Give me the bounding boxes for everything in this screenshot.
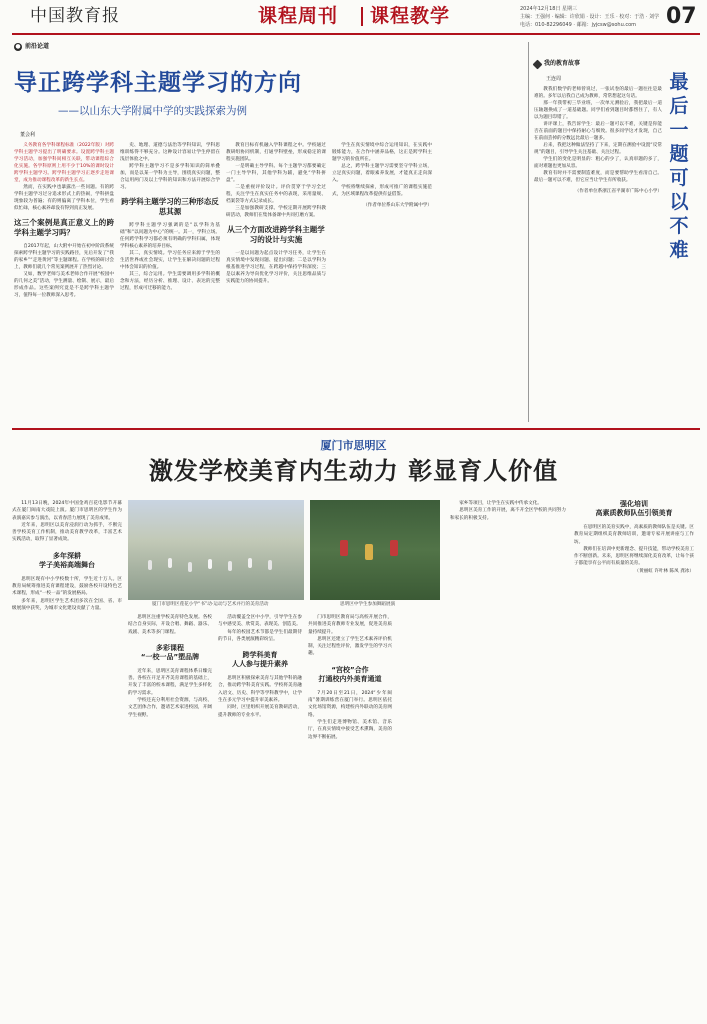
right-heading-label: 我的教育故事 bbox=[544, 60, 581, 67]
section-sub-label: 课程教学 bbox=[370, 5, 451, 27]
section-heading: 从三个方面改进跨学科主题学习的设计与实施 bbox=[227, 225, 325, 244]
paragraph: 史、地理、道德与法治等学科知识，学科思维训练得不够充分。这种设计容易让学生停留在浅层体验之中。 bbox=[120, 143, 220, 162]
issue-date: 2024年12月18日 星期三 bbox=[520, 6, 578, 12]
column-divider bbox=[528, 42, 529, 422]
paragraph: 其三，综合运用。学生需要调用多学科的概念和方法，经历分析、推理、设计、表达的完整过程，形成可迁移的能力。 bbox=[120, 272, 220, 291]
page-number: 07 bbox=[666, 4, 697, 29]
paragraph: 一是以问题为起点设计学习任务，让学生在真实情境中发现问题、提出问题；二是以学科为根基推进学习过程，在跨越中保持学科深度；三是以素养为导向优化学习评价，关注思维品质与实践能力的协同提升。 bbox=[226, 251, 326, 284]
paragraph: 思明区美育工作的开展，离不开全区学校的共同努力和家长的积极支持。 bbox=[450, 508, 566, 521]
paragraph: 一是明确主导学科。每个主题学习都要确定一门主导学科，其他学科为辅，避免“学科拼盘”。 bbox=[226, 164, 326, 183]
figure bbox=[340, 540, 348, 556]
section-heading: 多年深耕 学子美裕高端舞台 bbox=[39, 551, 95, 569]
paragraph: 三是加强教研支撑。学校定期开展跨学科教研活动，教师们在集体备课中共同打磨方案。 bbox=[226, 206, 326, 218]
section-divider bbox=[361, 7, 363, 26]
author-note: （作者单位系浙江省平湖市广陈中心小学） bbox=[574, 189, 662, 194]
section-heading: 强化培训 高素质教师队伍引领美育 bbox=[595, 500, 673, 517]
right-author: 王连周 bbox=[546, 76, 562, 82]
paragraph: 那一年我带初三毕业班，一次单元测验后，我把最后一道压轴题换成了一道基础题。同学们看到题目时都愣住了，有人以为题目印错了。 bbox=[534, 101, 662, 120]
section-label: 课程周刊 bbox=[258, 5, 339, 27]
paragraph: 在思明区的美育实践中，高素质的教师队伍是关键。区教育局定期组织美育教师培训，邀请专家开展讲座与工作坊。 bbox=[574, 525, 694, 545]
figure bbox=[148, 560, 152, 570]
paragraph: 多年来，思明区学生艺术团多次在全国、省、市级展演中获奖，为城市文化建设贡献了力量。 bbox=[12, 598, 122, 611]
column-tag bbox=[14, 42, 49, 52]
paragraph: 教我们数学的老师曾说过，一张试卷的最后一题往往是最难的。多年以后我自己成为教师，常常想起这句话。 bbox=[534, 87, 662, 99]
author-note: （黄丽虹 许叶林 陈凤 龚冰） bbox=[634, 568, 694, 574]
photo-caption: 思明区中学生参加舞蹈展演 bbox=[340, 602, 396, 607]
paragraph: 自2017年起，山大附中开始在初中阶段系统探索跨学科主题学习的实践路径，先后开发了“我的家乡”“走进黄河”等主题课程。在学校的研讨会上，教师们就几个常见案例展开了热烈讨论。 bbox=[14, 244, 114, 270]
paragraph: 家乡等项目，让学生在实践中传承文化。 bbox=[459, 501, 542, 506]
right-column-body bbox=[534, 86, 662, 422]
article-column-2 bbox=[120, 142, 220, 422]
figure bbox=[268, 560, 272, 570]
bottom-region-title: 厦门市思明区 bbox=[320, 439, 387, 452]
paragraph: 跨学科主题学习强调的是“以学科为基础”和“以问题为中心”的统一。其一，学科立场。任何跨学科学习都必须有明确的学科归属，体现学科核心素养的培养目标。 bbox=[120, 223, 220, 249]
paragraph: 11月13日晚，2024年中国金鸡百花电影节开幕式在厦门闽南大戏院上演。厦门市思明区的学生作为表演嘉宾参与演出，以青春活力展现了美育成果。 bbox=[12, 501, 122, 521]
paragraph: 教师们在培训中更新理念、提升技能，带动学校美育工作不断创新。未来，思明区将继续深化美育改革，让每个孩子都能享有公平而有质量的美育。 bbox=[574, 546, 694, 567]
bottom-column-4 bbox=[308, 614, 392, 1020]
paragraph: 近年来，思明区以美育浸润行动为抓手，不断完善学校美育工作机制，推动美育教学改革，丰富艺术实践活动，取得了显著成效。 bbox=[12, 522, 122, 543]
figure bbox=[390, 540, 398, 556]
editor-credits: 主编：王强何 · 编辑：许欣娟 · 设计：王乐 · 校对：于浩 · 刘学 bbox=[520, 14, 660, 20]
paragraph: 思明区注重学校美育特色发展。各校结合自身实际，开设合唱、舞蹈、器乐、戏剧、美术等多门课程。 bbox=[128, 615, 212, 635]
contact-info: 电话：010-82296049 · 邮箱：jyjcsw@sohu.com bbox=[520, 22, 637, 28]
paragraph: 总之，跨学科主题学习需要坚守学科立场，立足真实问题，着眼素养发展，才能真正走向深入。 bbox=[332, 164, 432, 183]
figure bbox=[188, 562, 192, 572]
paragraph: 7月20日至21日，2024“少年闽南”暑期训练营在厦门举行。思明区依托文化场馆资源，构建校内外联动的美育网络。 bbox=[308, 690, 392, 718]
bottom-column-1 bbox=[12, 500, 122, 1020]
article-column-3 bbox=[226, 142, 326, 422]
paragraph: 思明区现有中小学校数十所，学生近十万人。区教育局统筹推进美育课程建设，鼓励各校开设特色艺术课程，形成“一校一品”的发展格局。 bbox=[12, 576, 122, 597]
paragraph: 近年来，思明区美育课程体系日臻完善。各校在开足开齐美育课程的基础上，开发了丰富的校本课程，满足学生多样化的学习需求。 bbox=[128, 668, 212, 696]
bottom-column-2 bbox=[128, 614, 212, 1020]
section-name bbox=[258, 4, 338, 28]
paragraph: 每年的校园艺术节都是学生们最期待的节日，各类展演精彩纷呈。 bbox=[218, 629, 302, 642]
paragraph: 学生们的变化是明显的：粗心的少了，认真审题的多了，面对难题也更加从容。 bbox=[534, 157, 662, 169]
article-author: 董会利 bbox=[20, 132, 36, 138]
section-heading: “宫校”合作 打通校内外美育通道 bbox=[318, 665, 382, 683]
paragraph: 跨学科主题学习不是多学科知识的简单叠加，而是以某一学科为主导，围绕真实问题，整合运用两门及以上学科的知识和方法开展综合学习。 bbox=[120, 164, 220, 190]
tag-label: 前沿论道 bbox=[25, 43, 50, 50]
section-heading: 跨学科美育 人人参与提升素养 bbox=[232, 651, 288, 669]
author-note: （作者单位系山东大学附属中学） bbox=[363, 203, 432, 208]
paper-logo: 中国教育报 bbox=[30, 6, 120, 26]
article-column-1 bbox=[14, 142, 114, 422]
masthead-rule bbox=[12, 33, 700, 35]
paragraph: 然而，在实践中也暴露出一些问题。有的跨学科主题学习过分追求形式上的热闹，学科拼盘现象较为普遍；有的则偏离了学科本位，学生看似忙碌，核心素养却没有得到真正发展。 bbox=[14, 185, 114, 211]
paragraph: 其二，真实情境。学习任务应来源于学生的生活世界或社会现实，让学生在解决问题的过程中体会知识的价值。 bbox=[120, 251, 220, 270]
paragraph: 又如，数学老师与美术老师合作开展“校园中的几何之美”活动，学生测量、绘制、展示，最后形成作品。这些案例究竟是不是跨学科主题学习，值得每一位教师深入思考。 bbox=[14, 272, 114, 298]
paragraph: 后来，我把这种做法坚持了下来，定期在测验中设置“反常规”的题目，引导学生关注基础、关注过程。 bbox=[534, 143, 662, 155]
paragraph: 思明区还建立了学生艺术素养评价机制，关注过程性评价，激发学生的学习兴趣。 bbox=[308, 636, 392, 657]
paragraph: 学生在真实情境中综合运用知识，在实践中锻炼能力，在合作中涵养品格，这正是跨学科主题学习的价值所在。 bbox=[332, 143, 432, 162]
paragraph: 活动覆盖全区中小学，引导学生在参与中感受美、欣赏美、表现美、创造美。 bbox=[218, 615, 302, 628]
pen-icon bbox=[533, 59, 543, 69]
bottom-column-6 bbox=[574, 500, 694, 1020]
figure bbox=[168, 558, 172, 568]
vertical-title: 最后一题可以不难 bbox=[669, 71, 689, 261]
paragraph: 讲评课上，我告诉学生：最后一题可以不难，关键是你能否在前面的题目中保持耐心与细致。很多同学这才发现，自己在前面丢掉的分数远比最后一题多。 bbox=[534, 122, 662, 141]
paragraph: 教育有时并不需要制造难度，而是要帮助学生看清自己。最后一题可以不难，但它应当让学生有所收获。 bbox=[534, 171, 662, 183]
bottom-column-5 bbox=[450, 500, 566, 1020]
article-subtitle: ——以山东大学附属中学的实践探索为例 bbox=[58, 105, 247, 117]
photo-caption: 厦门市思明区莲花小学“书”动·运动与艺术并行的美育活动 bbox=[152, 602, 269, 607]
figure bbox=[228, 561, 232, 571]
bottom-article-title: 激发学校美育内生动力 彰显育人价值 bbox=[148, 456, 559, 485]
photo-dance bbox=[310, 500, 440, 600]
paragraph: 义务教育各学科课程标准（2022年版）对跨学科主题学习提出了明确要求。设置跨学科主题学习活动，加强学科间相互关联，带动课程综合化实施。各学科原则上用不少于10%的课时设计跨学科主题学习。跨学科主题学习正逐步走进课堂，成为推动课程改革的新生长点。 bbox=[14, 143, 114, 183]
paragraph: 学生们走进博物馆、美术馆、音乐厅，在真实情境中接受艺术熏陶，美育的边界不断拓展。 bbox=[308, 719, 392, 740]
paragraph: 教育目标有机融入学科课程之中。学校通过教研组协同机制，打通学科壁垒，形成稳定的课程实施团队。 bbox=[226, 143, 326, 162]
paragraph: 学校将继续探索，形成可推广的课程实施范式，为区域课程改革提供有益借鉴。 bbox=[332, 185, 432, 197]
bottom-column-3 bbox=[218, 614, 302, 1020]
paragraph: 同时，区里组织开展美育教研活动，提升教师的专业水平。 bbox=[218, 705, 302, 718]
article-title: 导正跨学科主题学习的方向 bbox=[14, 70, 302, 96]
figure bbox=[208, 559, 212, 569]
paragraph: 二是重视评价设计。评价贯穿于学习全过程，关注学生在真实任务中的表现，采用量规、档案袋等方式记录成长。 bbox=[226, 185, 326, 204]
section-heading: 跨学科主题学习的三种形态反思其源 bbox=[121, 197, 219, 216]
paragraph: 思明区积极探索美育与其他学科的融合，推动跨学科美育实践。学校将美育融入语文、历史、科学等学科教学中，让学生在多元学习中提升审美素养。 bbox=[218, 676, 302, 704]
section-rule bbox=[12, 428, 700, 430]
article-column-4 bbox=[332, 142, 432, 422]
right-column-heading bbox=[534, 60, 580, 68]
section-sub-name bbox=[370, 4, 450, 28]
photo-gymnastics bbox=[128, 500, 304, 600]
figure bbox=[248, 558, 252, 568]
section-heading: 这三个案例是真正意义上的跨学科主题学习吗？ bbox=[14, 218, 114, 237]
paragraph: 学校还充分利用社会资源，与高校、文艺团体合作，邀请艺术家进校园，开阔学生视野。 bbox=[128, 698, 212, 718]
figure bbox=[365, 544, 373, 560]
section-heading: 多彩课程 “一校一品”塑品牌 bbox=[140, 643, 200, 661]
paragraph: 门市思明区教育局与高校开展合作，共同推进美育教师专业发展，促进美育质量持续提升。 bbox=[308, 615, 392, 635]
tag-icon: ● bbox=[15, 43, 21, 50]
